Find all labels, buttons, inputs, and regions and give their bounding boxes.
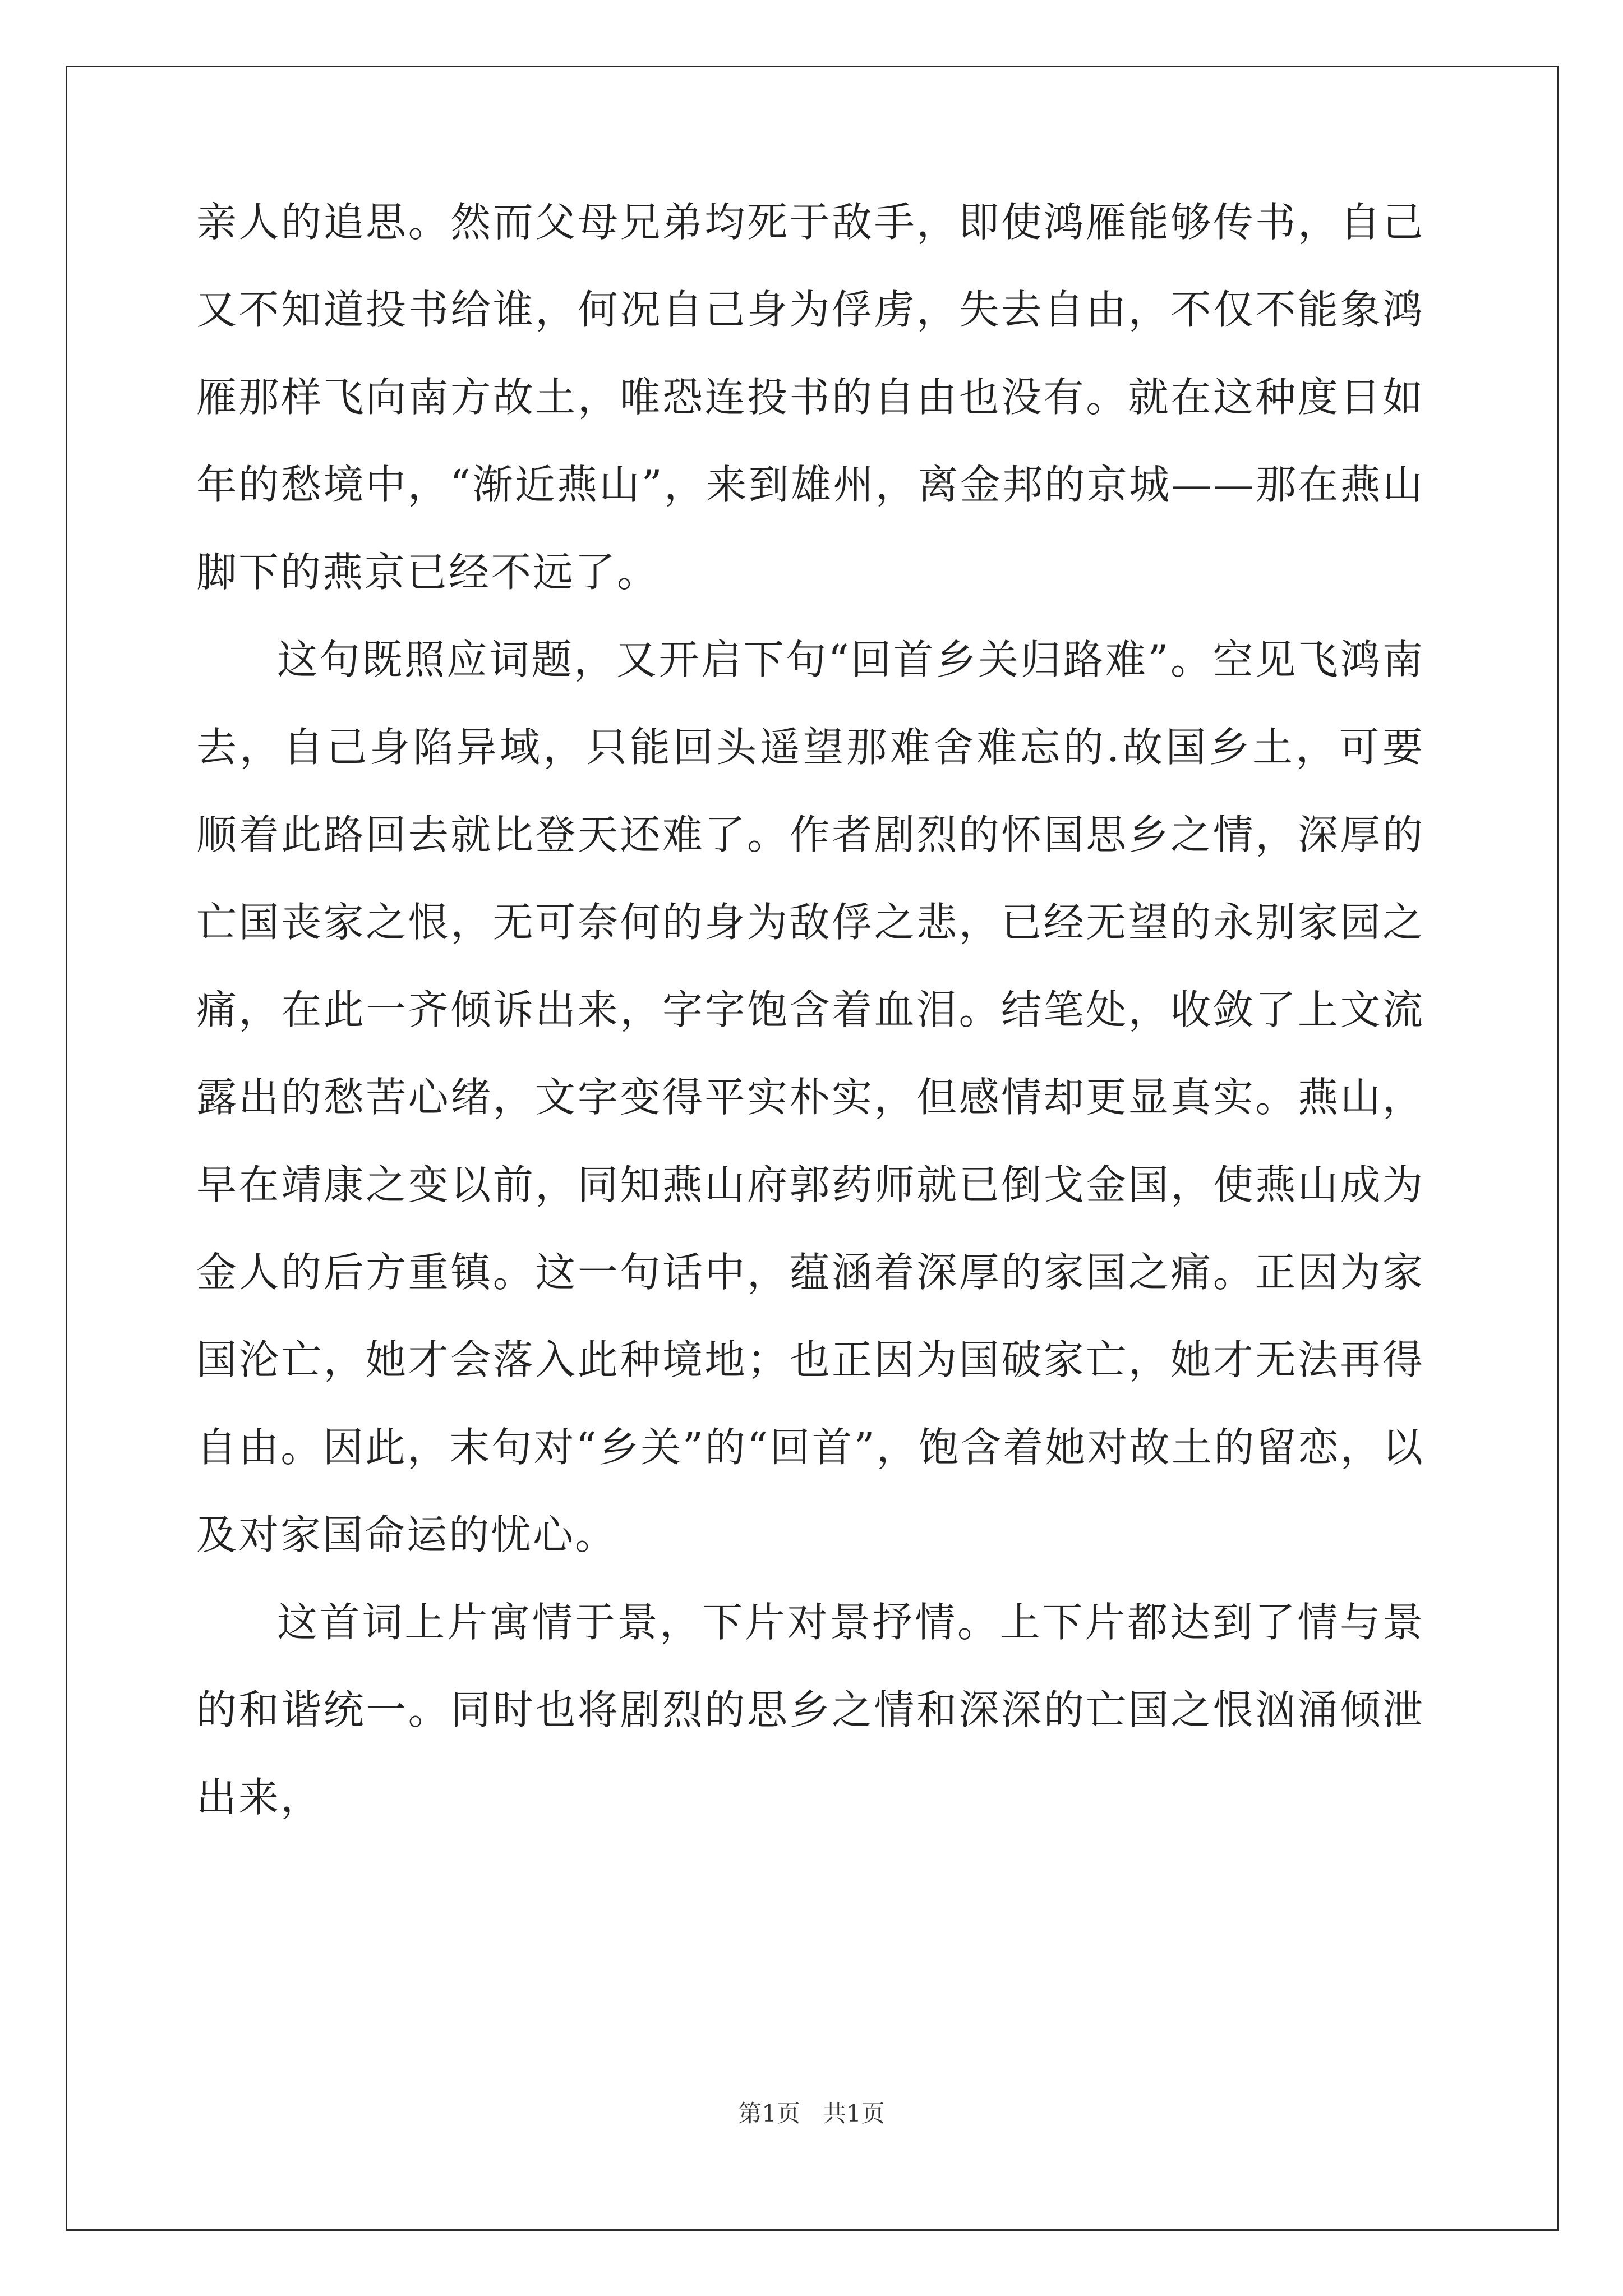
paragraph-2: 这句既照应词题，又开启下句“回首乡关归路难”。空见飞鸿南去，自己身陷异域，只能回头遥望那难舍难忘的.故国乡土，可要顺着此路回去就比登天还难了。作者剧烈的怀国思乡之情，深厚的亡国丧家之恨，无可奈何的身为敌俘之悲，已经无望的永别家园之痛，在此一齐倾诉出来，字字饱含着血泪。结笔处，收敛了上文流露出的愁苦心绪，文字变得平实朴实，但感情却更显真实。燕山，早在靖康之变以前，同知燕山府郭药师就已倒戈金国，使燕山成为金人的后方重镇。这一句话中，蕴涵着深厚的家国之痛。正因为家国沦亡，她才会落入此种境地；也正因为国破家亡，她才无法再得自由。因此，末句对“乡关”的“回首”，饱含着她对故土的留恋，以及对家国命运的忧心。	[196, 636, 1424, 1558]
document-body	[196, 178, 1424, 1841]
paragraph-3: 这首词上片寓情于景，下片对景抒情。上下片都达到了情与景的和谐统一。同时也将剧烈的思乡之情和深深的亡国之恨汹涌倾泄出来，	[196, 1599, 1424, 1821]
paragraph-1: 亲人的追思。然而父母兄弟均死于敌手，即使鸿雁能够传书，自己又不知道投书给谁，何况自己身为俘虏，失去自由，不仅不能象鸿雁那样飞向南方故土，唯恐连投书的自由也没有。就在这种度日如年的愁境中，“渐近燕山”，来到雄州，离金邦的京城——那在燕山脚下的燕京已经不远了。	[196, 199, 1424, 596]
page-number-footer: 第1页 共1页	[738, 2100, 885, 2127]
